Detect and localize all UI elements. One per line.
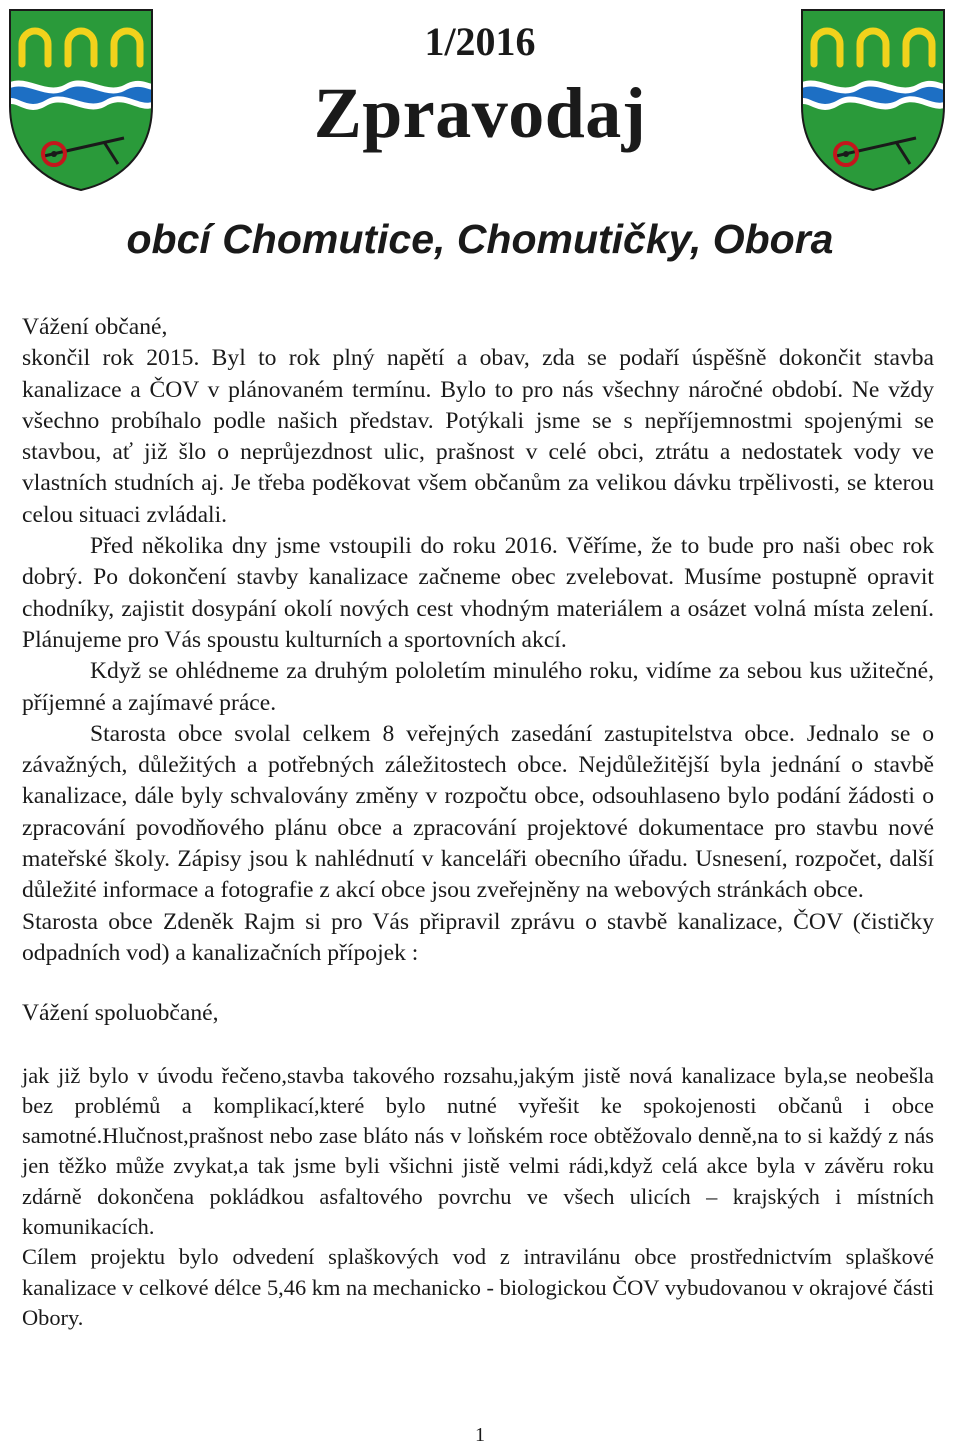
letter-paragraph-2: Cílem projektu bylo odvedení splaškových vod z intravilánu obce prostřednictvím splaškové kanalizace v celkové délce 5,46 km na mechanicko - biologickou ČOV vybudovanou v okrajové části Obory.	[22, 1244, 934, 1330]
letter-greeting: Vážení spoluobčané,	[22, 1000, 219, 1027]
paragraph-new-year: Před několika dny jsme vstoupili do roku 2016. Věříme, že to bude pro naši obec rok dobrý. Po dokončení stavby kanalizace začneme obec zvelebovat. Musíme postupně opravit chodníky, zajistit dosypání okolí nových cest vhodným materiálem a osázet volná místa zelení. Plánujeme pro Vás spoustu kulturních a sportovních akcí.	[22, 533, 934, 653]
letter-paragraph-1: jak již bylo v úvodu řečeno,stavba takového rozsahu,jakým jistě nová kanalizace byla,se neobešla bez problémů a komplikací,které bylo nutné vyřešit ke spokojenosti občanů i obce samotné.Hlučnost,prašnost nebo zase bláto nás v loňském roce obtěžovalo denně,na to si každý z nás jen těžko může zvykat,a tak jsme byli všichni jistě velmi rádi,když celá akce byla v závěru roku zdárně dokončena pokládkou asfaltového povrchu ve všech ulicích – krajských i místních komunikacích.	[22, 1062, 934, 1240]
paragraph-report-intro: Starosta obce Zdeněk Rajm si pro Vás připravil zprávu o stavbě kanalizace, ČOV (čističky odpadních vod) a kanalizačních přípojek :	[22, 908, 934, 966]
paragraph-intro: skončil rok 2015. Byl to rok plný napětí a obav, zda se podaří úspěšně dokončit stavba kanalizace a ČOV v plánovaném termínu. Bylo to pro nás všechny náročné období. Ne vždy všechno probíhalo podle našich představ. Potýkali jsme se s nepříjemnostmi spojenými se stavbou, ať již šlo o neprůjezdnost ulic, prašnost v celé obci, ztrátu a nedostatek vody ve vlastních studních aj. Je třeba poděkovat všem občanům za velikou dávku trpělivosti, se kterou celou situaci zvládali.	[22, 345, 934, 528]
paragraph-council: Starosta obce svolal celkem 8 veřejných zasedání zastupitelstva obce. Jednalo se o závažných, důležitých a potřebných záležitostech obce. Nejdůležitější byla jednání o stavbě kanalizace, dále byly schvalovány změny v rozpočtu obce, odsouhlaseno bylo podání žádosti o zpracování povodňového plánu obce a zpracování projektové dokumentace pro stavbu nové mateřské školy. Zápisy jsou k nahlédnutí v kanceláři obecního úřadu. Usnesení, rozpočet, další důležité informace a fotografie z akcí obce jsou zveřejněny na webových stránkách obce.	[22, 720, 934, 904]
greeting: Vážení občané,	[22, 314, 168, 340]
issue-number: 1/2016	[424, 19, 536, 64]
paragraph-review: Když se ohlédneme za druhým pololetím minulého roku, vidíme za sebou kus užitečné, příjemné a zajímavé práce.	[22, 658, 934, 716]
newsletter-subtitle: obcí Chomutice, Chomutičky, Obora	[126, 216, 834, 262]
newsletter-title: Zpravodaj	[313, 73, 647, 153]
page-number: 1	[475, 1424, 485, 1446]
article-body	[22, 312, 934, 1333]
